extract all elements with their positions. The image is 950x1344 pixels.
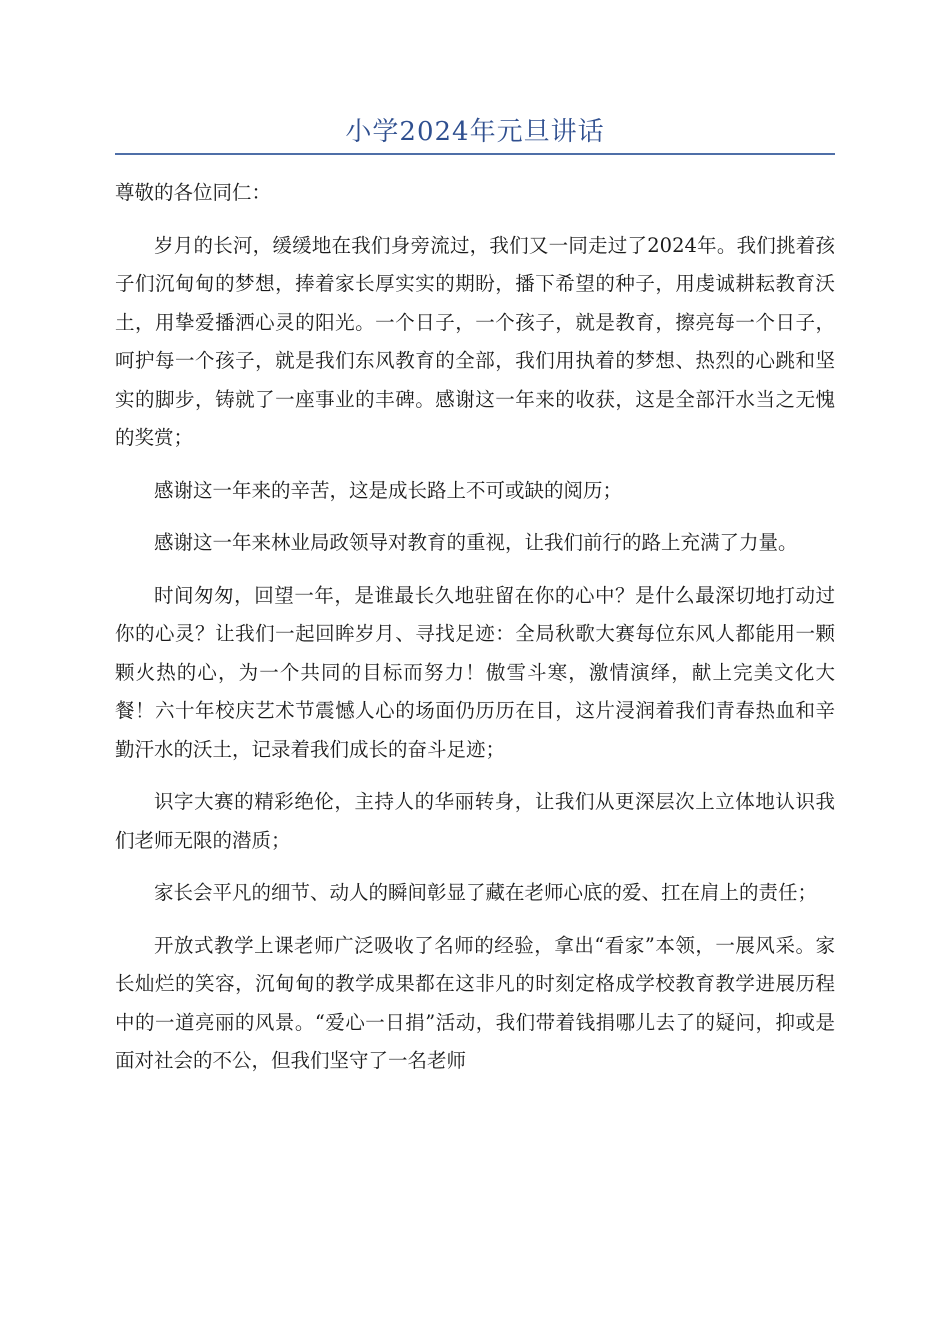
paragraph: 感谢这一年来林业局政领导对教育的重视，让我们前行的路上充满了力量。 [154, 531, 798, 554]
document-title: 小学2024年元旦讲话 [345, 117, 605, 147]
paragraph: 家长会平凡的细节、动人的瞬间彰显了藏在老师心底的爱、扛在肩上的责任； [154, 881, 818, 904]
title-underline [115, 153, 835, 155]
document-body [115, 174, 835, 1095]
paragraph: 开放式教学上课老师广泛吸收了名师的经验，拿出“看家”本领，一展风采。家长灿烂的笑容，沉甸甸的教学成果都在这非凡的时刻定格成学校教育教学进展历程中的一道亮丽的风景。“爱心一日捐”活动，我们带着钱捐哪儿去了的疑问，抑或是面对社会的不公，但我们坚守了一名老师 [115, 933, 835, 1072]
paragraph: 岁月的长河，缓缓地在我们身旁流过，我们又一同走过了2024年。我们挑着孩子们沉甸甸的梦想，捧着家长厚实实的期盼，播下希望的种子，用虔诚耕耘教育沃土，用挚爱播洒心灵的阳光。一个日子，一个孩子，就是教育，擦亮每一个日子，呵护每一个孩子，就是我们东风教育的全部，我们用执着的梦想、热烈的心跳和坚实的脚步，铸就了一座事业的丰碑。感谢这一年来的收获，这是全部汗水当之无愧的奖赏； [115, 233, 835, 449]
paragraph: 识字大赛的精彩绝伦，主持人的华丽转身，让我们从更深层次上立体地认识我们老师无限的潜质； [115, 790, 835, 852]
paragraph: 感谢这一年来的辛苦，这是成长路上不可或缺的阅历； [154, 478, 623, 502]
paragraph: 时间匆匆，回望一年，是谁最长久地驻留在你的心中？是什么最深切地打动过你的心灵？让我们一起回眸岁月、寻找足迹：全局秋歌大赛每位东风人都能用一颗颗火热的心，为一个共同的目标而努力！傲雪斗寒，激情演绎，献上完美文化大餐！六十年校庆艺术节震憾人心的场面仍历历在目，这片浸润着我们青春热血和辛勤汗水的沃土，记录着我们成长的奋斗足迹； [115, 583, 835, 761]
salutation: 尊敬的各位同仁： [115, 181, 272, 204]
